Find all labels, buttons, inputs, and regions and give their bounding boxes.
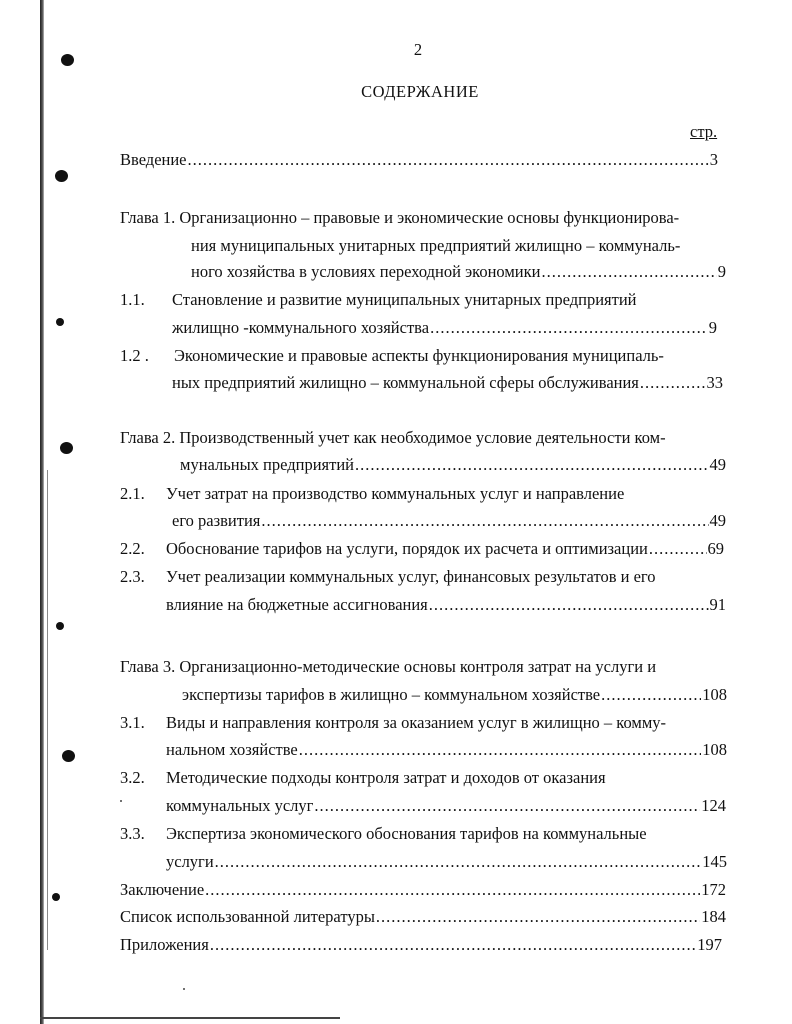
chapter-1-title-line-1: Глава 1. Организационно – правовые и экономические основы функционирова- bbox=[120, 208, 680, 227]
punch-hole-mark bbox=[56, 318, 64, 326]
toc-entry-section-1-2[interactable] bbox=[172, 373, 723, 393]
leader-dots bbox=[429, 595, 709, 615]
leader-dots bbox=[188, 150, 709, 170]
section-1-2-line-1: Экономические и правовые аспекты функционирования муниципаль- bbox=[174, 346, 664, 365]
section-number: 3.2. bbox=[120, 768, 145, 787]
toc-page-number: 197 bbox=[697, 935, 722, 954]
punch-hole-mark bbox=[61, 54, 74, 66]
punch-hole-mark bbox=[52, 893, 60, 901]
section-number: 1.1. bbox=[120, 290, 145, 309]
chapter-1-title-line-3: ного хозяйства в условиях переходной экономики bbox=[191, 262, 541, 281]
section-3-3-line-2: услуги bbox=[166, 852, 214, 871]
chapter-2-title-line-1: Глава 2. Производственный учет как необходимое условие деятельности ком- bbox=[120, 428, 666, 447]
toc-entry-label: Введение bbox=[120, 150, 187, 169]
section-number: 1.2 . bbox=[120, 346, 149, 365]
section-2-2-line-1: Обоснование тарифов на услуги, порядок их расчета и оптимизации bbox=[166, 539, 648, 558]
toc-page-number: 3 bbox=[709, 150, 718, 169]
section-number: 2.1. bbox=[120, 484, 145, 503]
leader-dots bbox=[210, 935, 696, 955]
toc-entry-intro[interactable] bbox=[120, 150, 718, 170]
chapter-3-title-line-1: Глава 3. Организационно-методические основы контроля затрат на услуги и bbox=[120, 657, 657, 676]
section-1-1-line-2: жилищно -коммунального хозяйства bbox=[172, 318, 430, 337]
toc-entry-section-2-1[interactable] bbox=[172, 511, 726, 531]
toc-page-number: 33 bbox=[706, 373, 723, 392]
toc-page-number: 108 bbox=[702, 740, 727, 759]
section-2-1-line-1: Учет затрат на производство коммунальных услуг и направление bbox=[166, 484, 625, 503]
section-3-3-line-1: Экспертиза экономического обоснования тарифов на коммунальные bbox=[166, 824, 647, 843]
toc-entry-chapter-2[interactable] bbox=[180, 455, 726, 475]
toc-page-number: 184 bbox=[701, 907, 726, 926]
punch-hole-mark bbox=[62, 750, 75, 762]
toc-page-number: 91 bbox=[709, 595, 726, 614]
toc-entry-appendices[interactable] bbox=[120, 935, 722, 955]
punch-hole-mark bbox=[60, 442, 73, 454]
section-number: 3.3. bbox=[120, 824, 145, 843]
section-2-3-line-1: Учет реализации коммунальных услуг, финансовых результатов и его bbox=[166, 567, 656, 586]
section-3-1-line-1: Виды и направления контроля за оказанием услуг в жилищно – комму- bbox=[166, 713, 667, 732]
leader-dots bbox=[541, 262, 716, 282]
scan-bottom-edge bbox=[40, 1017, 340, 1019]
leader-dots bbox=[261, 511, 708, 531]
page-column-label: стр. bbox=[690, 122, 718, 141]
punch-hole-mark bbox=[55, 170, 68, 182]
chapter-3-title-line-2: экспертизы тарифов в жилищно – коммунальном хозяйстве bbox=[182, 685, 601, 704]
toc-page-number: 69 bbox=[707, 539, 724, 558]
leader-dots bbox=[314, 796, 700, 816]
section-number: 3.1. bbox=[120, 713, 145, 732]
section-3-1-line-2: нальном хозяйстве bbox=[166, 740, 298, 759]
toc-entry-conclusion[interactable] bbox=[120, 880, 726, 900]
leader-dots bbox=[376, 907, 700, 927]
section-number: 2.3. bbox=[120, 567, 145, 586]
toc-entry-section-3-1[interactable] bbox=[166, 740, 727, 760]
toc-page-number: 108 bbox=[702, 685, 727, 704]
section-2-3-line-2: влияние на бюджетные ассигнования bbox=[166, 595, 428, 614]
leader-dots bbox=[640, 373, 706, 393]
leader-dots bbox=[215, 852, 702, 872]
leader-dots bbox=[355, 455, 709, 475]
section-1-1-line-1: Становление и развитие муниципальных унитарных предприятий bbox=[172, 290, 637, 309]
toc-entry-chapter-3[interactable] bbox=[182, 685, 727, 705]
toc-entry-section-1-1[interactable] bbox=[172, 318, 717, 338]
toc-page-number: 124 bbox=[701, 796, 726, 815]
leader-dots bbox=[299, 740, 701, 760]
chapter-2-title-line-2: мунальных предприятий bbox=[180, 455, 354, 474]
leader-dots bbox=[205, 880, 700, 900]
toc-entry-section-2-2[interactable] bbox=[166, 539, 724, 559]
leader-dots bbox=[601, 685, 701, 705]
toc-page-number: 9 bbox=[717, 262, 726, 281]
scan-speck bbox=[120, 800, 122, 802]
section-3-2-line-1: Методические подходы контроля затрат и доходов от оказания bbox=[166, 768, 606, 787]
page-number: 2 bbox=[413, 40, 423, 59]
toc-entry-label: Заключение bbox=[120, 880, 205, 899]
toc-entry-section-3-2[interactable] bbox=[166, 796, 726, 816]
chapter-1-title-line-2: ния муниципальных унитарных предприятий жилищно – коммуналь- bbox=[191, 236, 681, 255]
toc-page-number: 9 bbox=[708, 318, 717, 337]
scan-speck bbox=[183, 988, 185, 990]
scan-binding-edge bbox=[40, 0, 44, 1024]
toc-page-number: 49 bbox=[709, 511, 726, 530]
leader-dots bbox=[430, 318, 708, 338]
toc-entry-section-2-3[interactable] bbox=[166, 595, 726, 615]
toc-entry-chapter-1[interactable] bbox=[191, 262, 726, 282]
section-number: 2.2. bbox=[120, 539, 145, 558]
toc-entry-section-3-3[interactable] bbox=[166, 852, 727, 872]
toc-entry-references[interactable] bbox=[120, 907, 726, 927]
toc-page-number: 172 bbox=[701, 880, 726, 899]
scan-edge-line bbox=[47, 470, 48, 950]
section-3-2-line-2: коммунальных услуг bbox=[166, 796, 314, 815]
toc-title: СОДЕРЖАНИЕ bbox=[361, 82, 479, 101]
section-2-1-line-2: его развития bbox=[172, 511, 261, 530]
toc-entry-label: Список использованной литературы bbox=[120, 907, 375, 926]
section-1-2-line-2: ных предприятий жилищно – коммунальной сферы обслуживания bbox=[172, 373, 639, 392]
toc-page-number: 145 bbox=[702, 852, 727, 871]
leader-dots bbox=[649, 539, 707, 559]
toc-entry-label: Приложения bbox=[120, 935, 209, 954]
punch-hole-mark bbox=[56, 622, 64, 630]
toc-page-number: 49 bbox=[709, 455, 726, 474]
